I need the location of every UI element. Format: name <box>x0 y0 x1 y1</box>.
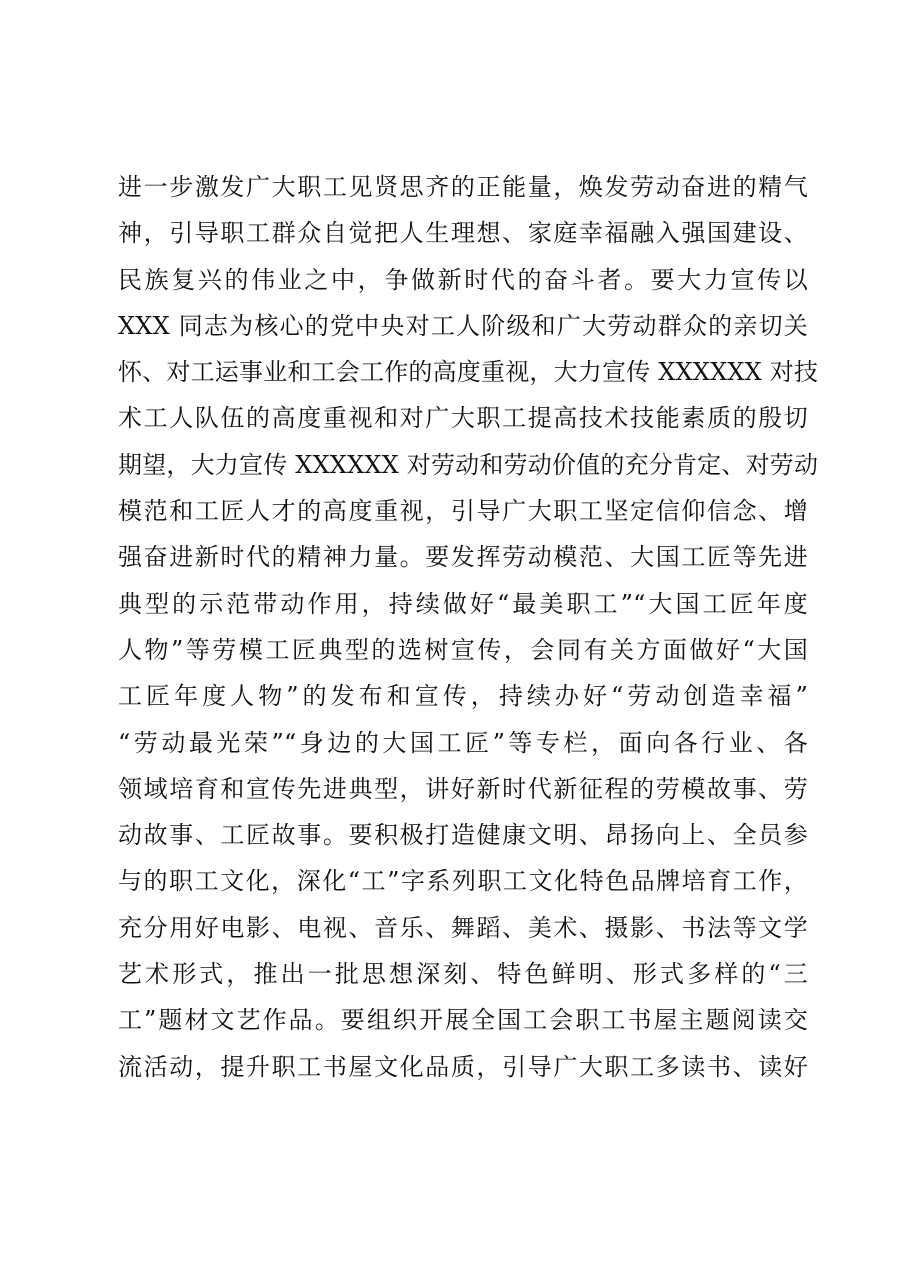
text-line: 领域培育和宣传先进典型，讲好新时代新征程的劳模故事、劳 <box>118 774 808 803</box>
text-line: XXX 同志为核心的党中央对工人阶级和广大劳动群众的亲切关 <box>118 311 808 340</box>
text-line: 进一步激发广大职工见贤思齐的正能量，焕发劳动奋进的精气 <box>118 173 808 201</box>
text-line: 与的职工文化，深化“工”字系列职工文化特色品牌培育工作， <box>118 867 808 896</box>
text-line: 人物”等劳模工匠典型的选树宣传，会同有关方面做好“大国 <box>118 635 808 664</box>
text-line: 典型的示范带动作用，持续做好“最美职工”“大国工匠年度 <box>118 589 808 618</box>
text-line: 神，引导职工群众自觉把人生理想、家庭幸福融入强国建设、 <box>118 219 808 248</box>
text-line: “劳动最光荣”“身边的大国工匠”等专栏，面向各行业、各 <box>118 728 808 757</box>
body-paragraph <box>118 164 819 1090</box>
text-line: 流活动，提升职工书屋文化品质，引导广大职工多读书、读好 <box>118 1052 808 1081</box>
text-line: 工”题材文艺作品。要组织开展全国工会职工书屋主题阅读交 <box>118 1006 808 1035</box>
text-line: 期望，大力宣传 XXXXXX 对劳动和劳动价值的充分肯定、对劳动 <box>118 450 819 479</box>
text-line: 怀、对工运事业和工会工作的高度重视，大力宣传 XXXXXX 对技 <box>118 358 819 387</box>
text-line: 民族复兴的伟业之中，争做新时代的奋斗者。要大力宣传以 <box>118 265 808 294</box>
text-line: 工匠年度人物”的发布和宣传，持续办好“劳动创造幸福” <box>118 682 808 711</box>
text-line: 充分用好电影、电视、音乐、舞蹈、美术、摄影、书法等文学 <box>118 913 808 942</box>
text-line: 术工人队伍的高度重视和对广大职工提高技术技能素质的殷切 <box>118 404 808 433</box>
text-line: 模范和工匠人才的高度重视，引导广大职工坚定信仰信念、增 <box>118 497 808 526</box>
text-line: 动故事、工匠故事。要积极打造健康文明、昂扬向上、全员参 <box>118 821 808 850</box>
text-line: 强奋进新时代的精神力量。要发挥劳动模范、大国工匠等先进 <box>118 543 808 572</box>
text-line: 艺术形式，推出一批思想深刻、特色鲜明、形式多样的“三 <box>118 960 808 989</box>
